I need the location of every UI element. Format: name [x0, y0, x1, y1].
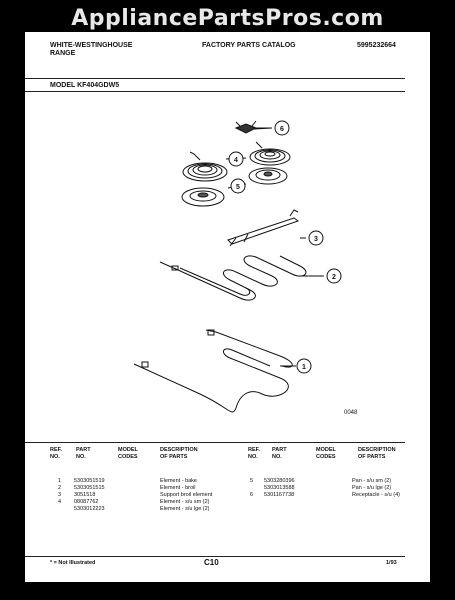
right-header-ref: REF. NO. [248, 447, 260, 460]
left-header-part: PART NO. [76, 447, 91, 460]
surface-element-right [250, 142, 290, 165]
right-header-model: MODEL CODES [316, 447, 336, 460]
left-header-ref: REF. NO. [50, 447, 62, 460]
surface-element-left [183, 152, 227, 181]
right-header-part: PART NO. [272, 447, 287, 460]
footer-date: 1/93 [386, 560, 397, 566]
table-row-1-desc: Element - bake [160, 478, 197, 484]
left-header-model: MODEL CODES [118, 447, 138, 460]
table-row-2-desc: Element - broil [160, 485, 196, 491]
table-row-7-desc: Pan - s/u lge (2) [352, 485, 392, 491]
drip-pan-right [249, 168, 287, 184]
bake-element-part [134, 330, 292, 412]
drip-pan-left [182, 188, 224, 206]
model-label: MODEL KF404GDW5 [50, 82, 120, 89]
table-row-1-part: 5303051519 [74, 478, 105, 484]
broil-element-part [160, 256, 306, 300]
page-number: C10 [204, 558, 219, 567]
watermark: AppliancePartsPros.com [71, 6, 384, 31]
table-row-8-desc: Receptacle - s/u (4) [352, 492, 400, 498]
table-row-4-part: 08087762 [74, 499, 99, 505]
table-row-4-ref: 4 [58, 499, 62, 505]
table-rule-top [25, 442, 405, 443]
receptacle-part [236, 121, 272, 133]
callout-1: 1 [302, 364, 306, 371]
table-row-3-desc: Support broil element [160, 492, 213, 498]
table-row-2-part: 5303051515 [74, 485, 105, 491]
right-header-desc: DESCRIPTION OF PARTS [358, 447, 396, 460]
left-header-desc: DESCRIPTION OF PARTS [160, 447, 198, 460]
table-row-4-desc: Element - s/u sm (2) [160, 499, 210, 505]
callout-2: 2 [332, 274, 336, 281]
table-row-8-ref: 6 [250, 492, 254, 498]
callout-6: 6 [280, 126, 284, 133]
footer-note: * = Not Illustrated [50, 560, 96, 566]
figure-code: 0048 [344, 410, 358, 416]
doc-number: 5995232664 [357, 42, 396, 49]
table-row-5-desc: Element - s/u lge (2) [160, 506, 210, 512]
callout-4: 4 [234, 157, 238, 164]
table-row-2-ref: 2 [58, 485, 62, 491]
broil-support-part [228, 210, 298, 246]
callout-3: 3 [314, 236, 318, 243]
table-row-6-part: 5303280396 [264, 478, 295, 484]
table-row-3-ref: 3 [58, 492, 62, 498]
footer-rule [25, 556, 405, 557]
catalog-title: FACTORY PARTS CATALOG [202, 42, 296, 49]
brand-line2: RANGE [50, 50, 76, 57]
callout-5: 5 [236, 184, 240, 191]
table-row-5-part: 5303012223 [74, 506, 105, 512]
table-row-1-ref: 1 [58, 478, 62, 484]
table-row-3-part: 3051518 [74, 492, 96, 498]
table-row-6-ref: 5 [250, 478, 254, 484]
brand-line1: WHITE-WESTINGHOUSE [50, 42, 133, 49]
table-row-6-desc: Pan - s/u sm (2) [352, 478, 392, 484]
table-row-7-part: 5303013588 [264, 485, 295, 491]
table-row-8-part: 5301167738 [264, 492, 295, 498]
